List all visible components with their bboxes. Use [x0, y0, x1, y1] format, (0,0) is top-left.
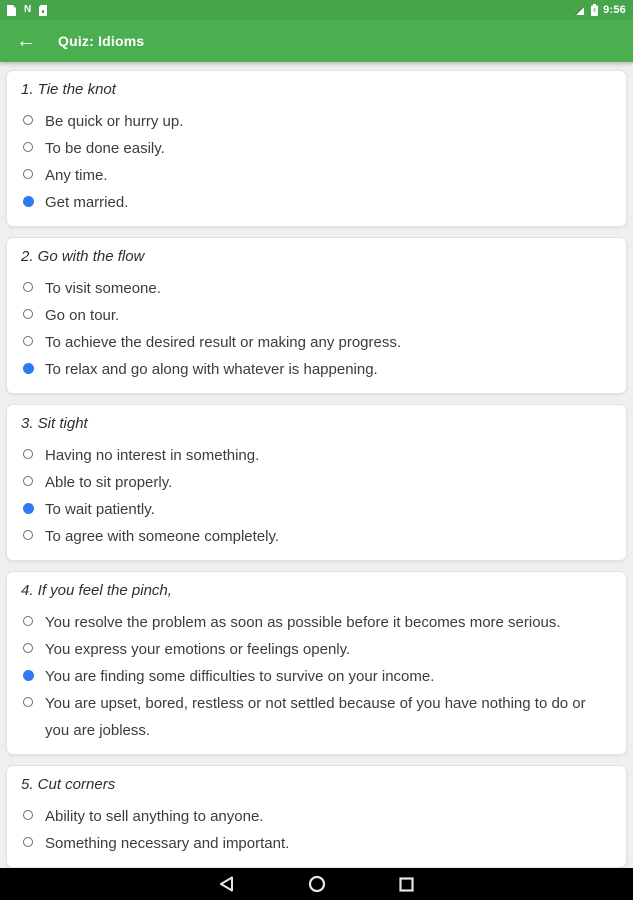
home-circle-icon	[308, 875, 326, 893]
options	[21, 803, 612, 857]
radio-button[interactable]	[23, 616, 33, 626]
option-row[interactable]	[21, 496, 612, 523]
radio-button[interactable]	[23, 530, 33, 540]
question-card	[6, 404, 627, 561]
option-row[interactable]	[21, 523, 612, 550]
option-label: Able to sit properly.	[45, 474, 173, 491]
option-label: Something necessary and important.	[45, 835, 290, 852]
radio-button[interactable]	[23, 449, 33, 459]
options	[21, 609, 612, 744]
option-row[interactable]	[21, 609, 612, 636]
radio-button[interactable]	[23, 643, 33, 653]
question-card	[6, 765, 627, 868]
radio-button[interactable]	[23, 837, 33, 847]
quiz-question-list[interactable]	[0, 62, 633, 868]
back-triangle-icon	[219, 876, 234, 892]
question-title: 4. If you feel the pinch,	[21, 582, 172, 599]
radio-button[interactable]	[23, 503, 34, 514]
option-row[interactable]	[21, 189, 612, 216]
option-label: You are upset, bored, restless or not settled because of you have nothing to do or you are jobless.	[45, 695, 586, 739]
option-row[interactable]	[21, 135, 612, 162]
question-card	[6, 571, 627, 755]
radio-button[interactable]	[23, 142, 33, 152]
status-bar	[0, 0, 633, 20]
option-row[interactable]	[21, 356, 612, 383]
option-row[interactable]	[21, 830, 612, 857]
option-label: Having no interest in something.	[45, 447, 260, 464]
app-bar-title: Quiz: Idioms	[58, 33, 145, 49]
option-label: Be quick or hurry up.	[45, 113, 184, 130]
option-row[interactable]	[21, 803, 612, 830]
question-card	[6, 70, 627, 227]
question-title: 5. Cut corners	[21, 776, 116, 793]
nav-back-button[interactable]	[211, 872, 243, 896]
question-title: 1. Tie the knot	[21, 81, 116, 98]
status-bar-system-icons	[573, 4, 626, 16]
options	[21, 442, 612, 550]
note-icon	[7, 5, 16, 16]
nav-bar	[0, 868, 633, 900]
option-label: To relax and go along with whatever is happening.	[45, 361, 378, 378]
n-notification-icon: N	[24, 4, 32, 15]
radio-button[interactable]	[23, 336, 33, 346]
radio-button[interactable]	[23, 309, 33, 319]
option-row[interactable]	[21, 302, 612, 329]
battery-icon	[591, 4, 598, 16]
radio-button[interactable]	[23, 196, 34, 207]
radio-button[interactable]	[23, 810, 33, 820]
option-label: Any time.	[45, 167, 108, 184]
option-label: To be done easily.	[45, 140, 165, 157]
option-label: To achieve the desired result or making any progress.	[45, 334, 402, 351]
option-label: To visit someone.	[45, 280, 161, 297]
radio-button[interactable]	[23, 670, 34, 681]
option-row[interactable]	[21, 108, 612, 135]
option-label: You express your emotions or feelings openly.	[45, 641, 351, 658]
question-title: 3. Sit tight	[21, 415, 88, 432]
question-card	[6, 237, 627, 394]
nav-home-button[interactable]	[301, 872, 333, 896]
option-label: Ability to sell anything to anyone.	[45, 808, 264, 825]
radio-button[interactable]	[23, 169, 33, 179]
options	[21, 275, 612, 383]
recents-square-icon	[399, 877, 414, 892]
clock-text: 9:56	[603, 4, 626, 16]
options	[21, 108, 612, 216]
radio-button[interactable]	[23, 282, 33, 292]
question-title: 2. Go with the flow	[21, 248, 145, 265]
nav-recents-button[interactable]	[391, 872, 423, 896]
option-row[interactable]	[21, 442, 612, 469]
back-arrow-icon[interactable]: ←	[16, 30, 36, 52]
app-bar	[0, 20, 633, 62]
option-row[interactable]	[21, 663, 612, 690]
option-row[interactable]	[21, 329, 612, 356]
radio-button[interactable]	[23, 697, 33, 707]
option-label: To wait patiently.	[45, 501, 155, 518]
option-row[interactable]	[21, 275, 612, 302]
option-label: You are finding some difficulties to survive on your income.	[45, 668, 435, 685]
option-label: To agree with someone completely.	[45, 528, 280, 545]
option-label: You resolve the problem as soon as possible before it becomes more serious.	[45, 614, 561, 631]
option-row[interactable]	[21, 162, 612, 189]
option-row[interactable]	[21, 636, 612, 663]
option-row[interactable]	[21, 690, 612, 744]
radio-button[interactable]	[23, 476, 33, 486]
option-row[interactable]	[21, 469, 612, 496]
radio-button[interactable]	[23, 115, 33, 125]
option-label: Get married.	[45, 194, 129, 211]
sd-card-icon	[39, 5, 47, 16]
option-label: Go on tour.	[45, 307, 120, 324]
signal-icon	[573, 4, 586, 16]
radio-button[interactable]	[23, 363, 34, 374]
status-bar-notification-icons	[7, 5, 47, 16]
